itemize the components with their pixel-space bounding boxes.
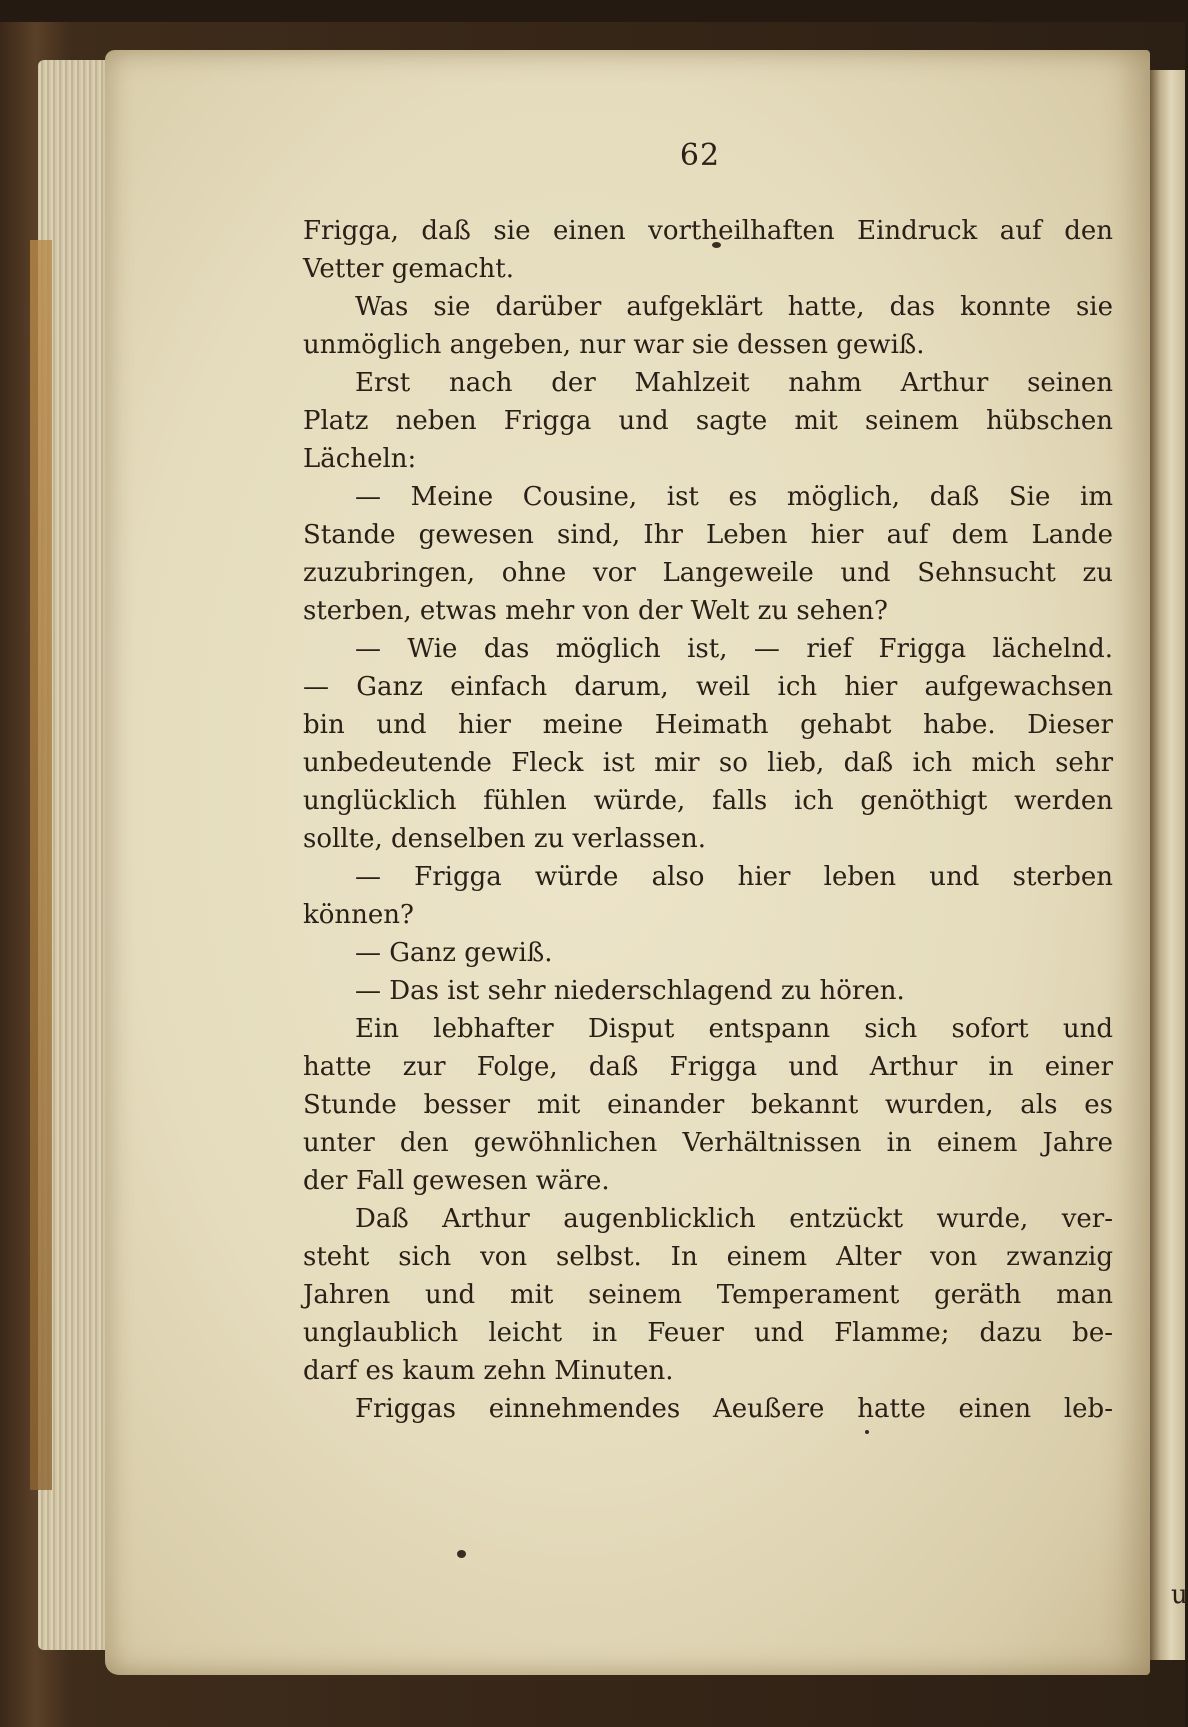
- text-line: Daß Arthur augenblicklich entzückt wurde, ver-: [355, 1204, 1113, 1234]
- text-line: hatte zur Folge, daß Frigga und Arthur in einer: [303, 1052, 1113, 1082]
- text-line: der Fall gewesen wäre.: [303, 1166, 610, 1196]
- text-line: — Ganz gewiß.: [355, 938, 553, 968]
- text-line: unglaublich leicht in Feuer und Flamme; dazu be-: [303, 1318, 1113, 1348]
- text-line: Erst nach der Mahlzeit nahm Arthur seinen: [355, 368, 1113, 398]
- book-gutter: [1150, 70, 1185, 1660]
- text-line: Lächeln:: [303, 444, 417, 474]
- text-line: bin und hier meine Heimath gehabt habe. Dieser: [303, 710, 1113, 740]
- text-line: — Ganz einfach darum, weil ich hier aufgewachsen: [303, 672, 1113, 702]
- text-line: Jahren und mit seinem Temperament geräth man: [303, 1280, 1113, 1310]
- text-line: Frigga, daß sie einen vortheilhaften Eindruck auf den: [303, 216, 1113, 246]
- text-line: sollte, denselben zu verlassen.: [303, 824, 706, 854]
- text-line: Stunde besser mit einander bekannt wurden, als es: [303, 1090, 1113, 1120]
- text-line: — Meine Cousine, ist es möglich, daß Sie im: [355, 482, 1113, 512]
- text-line: Stande gewesen sind, Ihr Leben hier auf dem Lande: [303, 520, 1113, 550]
- ink-speck: [865, 1430, 869, 1434]
- text-line: Platz neben Frigga und sagte mit seinem hübschen: [303, 406, 1113, 436]
- page-number: 62: [679, 138, 721, 173]
- text-line: unglücklich fühlen würde, falls ich genöthigt werden: [303, 786, 1113, 816]
- text-line: können?: [303, 900, 414, 930]
- text-line: — Frigga würde also hier leben und sterben: [355, 862, 1113, 892]
- text-line: unbedeutende Fleck ist mir so lieb, daß ich mich sehr: [303, 748, 1113, 778]
- text-line: unter den gewöhnlichen Verhältnissen in einem Jahre: [303, 1128, 1113, 1158]
- text-line: zuzubringen, ohne vor Langeweile und Sehnsucht zu: [303, 558, 1113, 588]
- page-edge-stain: [30, 240, 52, 1490]
- ink-speck: [457, 1550, 466, 1558]
- text-line: unmöglich angeben, nur war sie dessen gewiß.: [303, 330, 925, 360]
- page-text: [303, 212, 1113, 1428]
- text-line: — Wie das möglich ist, — rief Frigga lächelnd.: [355, 634, 1113, 664]
- text-line: Friggas einnehmendes Aeußere hatte einen leb-: [355, 1394, 1113, 1424]
- text-line: — Das ist sehr niederschlagend zu hören.: [355, 976, 905, 1006]
- text-line: steht sich von selbst. In einem Alter von zwanzig: [303, 1242, 1113, 1272]
- text-line: sterben, etwas mehr von der Welt zu sehen?: [303, 596, 888, 626]
- text-line: Ein lebhafter Disput entspann sich sofort und: [355, 1014, 1113, 1044]
- next-page-fragment: u: [1171, 1580, 1188, 1610]
- text-line: darf es kaum zehn Minuten.: [303, 1356, 674, 1386]
- text-line: Was sie darüber aufgeklärt hatte, das konnte sie: [355, 292, 1113, 322]
- text-line: Vetter gemacht.: [303, 254, 514, 284]
